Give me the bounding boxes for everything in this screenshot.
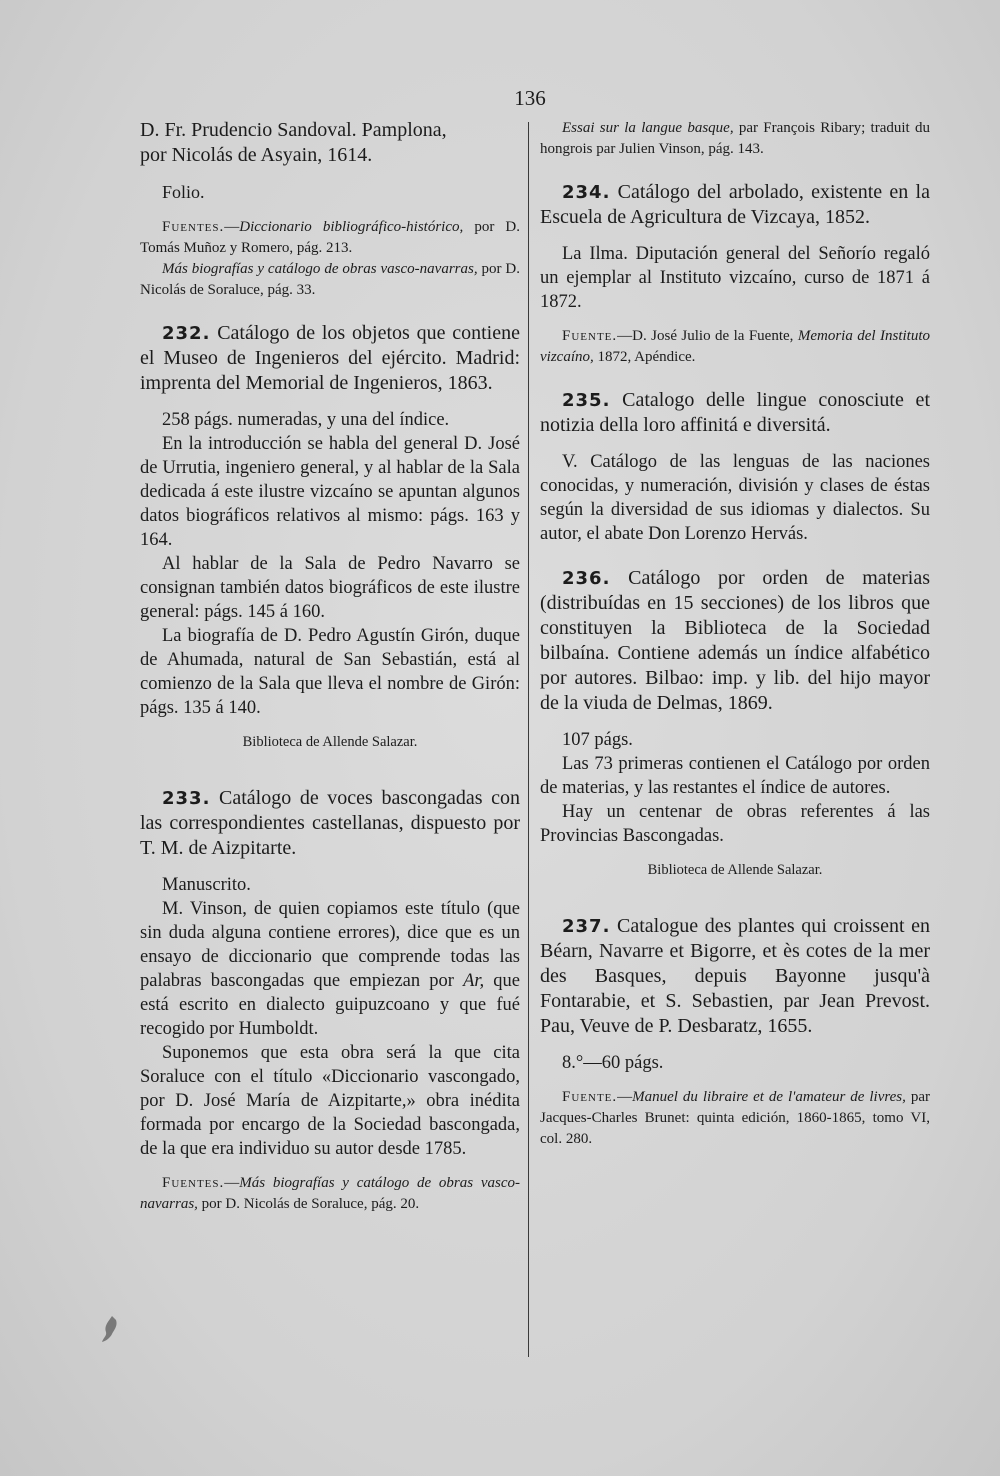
entry-number: 236. xyxy=(562,568,611,589)
right-column xyxy=(540,118,930,1150)
entry-237-paragraph: 8.°—60 págs. xyxy=(562,1053,664,1073)
sources-note-2: Fuentes.—Más biografías y catálogo de obras vasco-navarras, por D. Nicolás de Soraluce, pág. 20. xyxy=(140,1175,520,1212)
header-line-1: D. Fr. Prudencio Sandoval. Pamplona, xyxy=(140,119,447,141)
entry-234-paragraph: La Ilma. Diputación general del Señorío regaló un ejemplar al Instituto vizcaíno, curso de 1871 á 1872. xyxy=(540,244,930,312)
source-title: Manuel du libraire et de l'amateur de livres, xyxy=(632,1089,906,1105)
library-note: Biblioteca de Allende Salazar. xyxy=(242,734,418,750)
entry-233-paragraph: Suponemos que esta obra será la que cita Soraluce con el título «Diccionario vascongado, por D. José María de Aizpitarte,» obra inédita formada por encargo de la Sociedad bascongada, de la que era individuo su autor desde 1785. xyxy=(140,1043,520,1159)
entry-233-heading: 233. Catálogo de voces bascongadas con las correspondientes castellanas, dispuesto por T. M. de Aizpitarte. xyxy=(140,787,520,859)
entry-232-heading: 232. Catálogo de los objetos que contiene el Museo de Ingenieros del ejército. Madrid: imprenta del Memorial de Ingenieros, 1863. xyxy=(140,322,520,394)
entry-number: 232. xyxy=(162,323,211,344)
entry-number: 237. xyxy=(562,916,611,937)
left-column xyxy=(140,118,520,1215)
entry-number: 235. xyxy=(562,390,611,411)
page-number: 136 xyxy=(514,86,546,110)
entry-232-paragraph: En la introducción se habla del general D. José de Urrutia, ingeniero general, y al hablar de la Sala dedicada á este ilustre vizcaíno se apuntan algunos datos biográficos relativos al mismo: págs. 163 y 164. xyxy=(140,434,520,550)
entry-235-paragraph: V. Catálogo de las lenguas de las naciones conocidas, y numeración, división y clases de éstas según la diversidad de sus idiomas y dialectos. Su autor, el abate Don Lorenzo Hervás. xyxy=(540,452,930,544)
source-title: Diccionario bibliográfico-histórico, xyxy=(239,219,464,235)
ink-blot-mark xyxy=(98,1314,122,1344)
column-divider xyxy=(528,122,529,1357)
entry-235-heading: 235. Catalogo delle lingue conosciute et notizia della loro affinitá e diversitá. xyxy=(540,389,930,436)
folio-note: Folio. xyxy=(162,182,205,202)
entry-234-heading: 234. Catálogo del arbolado, existente en la Escuela de Agricultura de Vizcaya, 1852. xyxy=(540,181,930,228)
entry-233-paragraph: M. Vinson, de quien copiamos este título (que sin duda alguna contiene errores), dice que es un ensayo de diccionario que comprende todas las palabras bascongadas que empiezan por Ar, que está escrito en dialecto guipuzcoano y que fué recogido por Humboldt. xyxy=(140,899,521,1039)
entry-232-paragraph: 258 págs. numeradas, y una del índice. xyxy=(162,410,450,430)
source-title: Essai sur la langue basque, xyxy=(562,120,734,136)
entry-236-paragraph: 107 págs. xyxy=(562,730,633,750)
sources-label: Fuente. xyxy=(562,328,618,344)
entry-236-paragraph: Las 73 primeras contienen el Catálogo por orden de materias, y las restantes el índice de autores. xyxy=(540,754,930,798)
library-note: Biblioteca de Allende Salazar. xyxy=(647,862,823,878)
entry-232-paragraph: La biografía de D. Pedro Agustín Girón, duque de Ahumada, natural de San Sebastián, está al comienzo de la Sala que lleva el nombre de Girón: págs. 135 á 140. xyxy=(140,626,520,718)
entry-233-paragraph: Manuscrito. xyxy=(162,875,251,895)
continued-source: Essai sur la langue basque, par François Ribary; traduit du hongrois par Julien Vinson, pág. 143. xyxy=(540,120,930,157)
entry-237-heading: 237. Catalogue des plantes qui croissent en Béarn, Navarre et Bigorre, et ès cotes de la mer des Basques, depuis Bayonne jusqu'à Fontarabie, et S. Sebastien, par Jean Prevost. Pau, Veuve de P. Desbaratz, 1655. xyxy=(540,915,930,1037)
source-title: Más biografías y catálogo de obras vasco-navarras, xyxy=(162,261,478,277)
header-line-2: por Nicolás de Asyain, 1614. xyxy=(140,144,373,166)
entry-236-paragraph: Hay un centenar de obras referentes á las Provincias Bascongadas. xyxy=(540,802,930,846)
source-title: Memoria del Instituto vizcaíno, xyxy=(540,328,930,365)
source-title: Más biografías y catálogo de obras vasco-navarras, xyxy=(140,1175,520,1212)
sources-note-1b: Más biografías y catálogo de obras vasco-navarras, por D. Nicolás de Soraluce, pág. 33. xyxy=(140,261,521,298)
sources-note-1: Fuentes.—Diccionario bibliográfico-histórico, por D. Tomás Muñoz y Romero, pág. 213. xyxy=(140,219,520,256)
sources-label: Fuente. xyxy=(562,1089,618,1105)
entry-232-paragraph: Al hablar de la Sala de Pedro Navarro se consignan también datos biográficos de este ilustre general: págs. 145 á 160. xyxy=(140,554,520,622)
sources-label: Fuentes. xyxy=(162,219,225,235)
entry-number: 233. xyxy=(162,788,211,809)
entry-236-heading: 236. Catálogo por orden de materias (distribuídas en 15 secciones) de los libros que constituyen la Biblioteca de la Sociedad bilbaína. Contiene además un índice alfabético por autores. Bilbao: imp. y lib. del hijo mayor de la viuda de Delmas, 1869. xyxy=(540,567,930,714)
sources-label: Fuentes. xyxy=(162,1175,225,1191)
source-note-234: Fuente.—D. José Julio de la Fuente, Memoria del Instituto vizcaíno, 1872, Apéndice. xyxy=(540,328,930,365)
source-note-237: Fuente.—Manuel du libraire et de l'amateur de livres, par Jacques-Charles Brunet: quinta edición, 1860-1865, tomo VI, col. 280. xyxy=(540,1089,930,1147)
entry-number: 234. xyxy=(562,182,611,203)
